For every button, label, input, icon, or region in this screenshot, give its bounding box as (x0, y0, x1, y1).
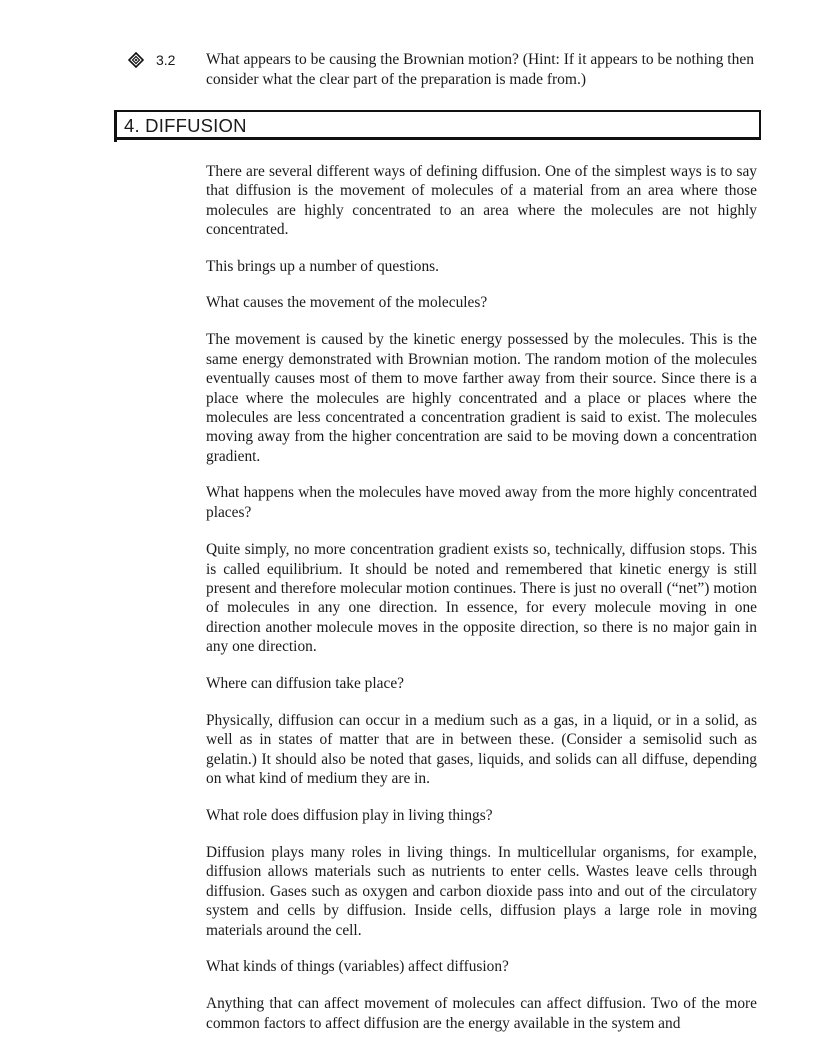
question-text: What appears to be causing the Brownian motion? (Hint: If it appears to be nothing then consider what the clear part of the preparation is made from.) (206, 51, 754, 88)
diamond-arrow-icon (128, 52, 144, 68)
section-title: 4. DIFFUSION (124, 115, 247, 136)
paragraph-answer: Physically, diffusion can occur in a medium such as a gas, in a liquid, or in a solid, as well as in states of matter that are in between these. (Consider a semisolid such as gelatin.) It should also be noted that gases, liquids, and solids can all diffuse, depending on what kind of medium they are in. (206, 711, 757, 788)
heading-bar (114, 110, 117, 142)
question-heading: What happens when the molecules have moved away from the more highly concentrated places? (206, 484, 757, 521)
question-heading: What role does diffusion play in living things? (206, 806, 493, 824)
paragraph-answer: The movement is caused by the kinetic energy possessed by the molecules. This is the same energy demonstrated with Brownian motion. The random motion of the molecules eventually causes most of them to move farther away from their source. Since there is a place where the molecules are highly concentrated and a place or places where the molecules are less concentrated a concentration gradient is said to exist. The molecules moving away from the higher concentration are said to be moving down a concentration gradient. (206, 331, 757, 465)
paragraph-answer: Anything that can affect movement of molecules can affect diffusion. Two of the more common factors to affect diffusion are the energy available in the system and (206, 995, 757, 1032)
question-number: 3.2 (156, 52, 176, 68)
paragraph-intro-questions: This brings up a number of questions. (206, 257, 439, 275)
paragraph-answer: Quite simply, no more concentration gradient exists so, technically, diffusion stops. This is called equilibrium. It should be noted and remembered that kinetic energy is still present and therefore molecular motion continues. There is just no overall (“net”) motion of molecules in any one direction. In essence, for every molecule moving in one direction another molecule moves in the opposite direction, so there is no major gain in any one direction. (206, 541, 757, 656)
section-heading-box (115, 110, 761, 140)
paragraph-answer: Diffusion plays many roles in living things. In multicellular organisms, for example, diffusion allows materials such as nutrients to enter cells. Wastes leave cells through diffusion. Gases such as oxygen and carbon dioxide pass into and out of the circulatory system and cells by diffusion. Inside cells, diffusion plays a large role in moving materials around the cell. (206, 843, 757, 939)
question-heading: What kinds of things (variables) affect diffusion? (206, 958, 509, 975)
paragraph-definition: There are several different ways of defining diffusion. One of the simplest ways is to say that diffusion is the movement of molecules of a material from an area where those molecules are highly concentrated to an area where the molecules are not highly concentrated. (206, 163, 757, 239)
body-text (206, 162, 757, 1050)
question-heading: What causes the movement of the molecules? (206, 294, 488, 312)
question-heading: Where can diffusion take place? (206, 674, 404, 692)
